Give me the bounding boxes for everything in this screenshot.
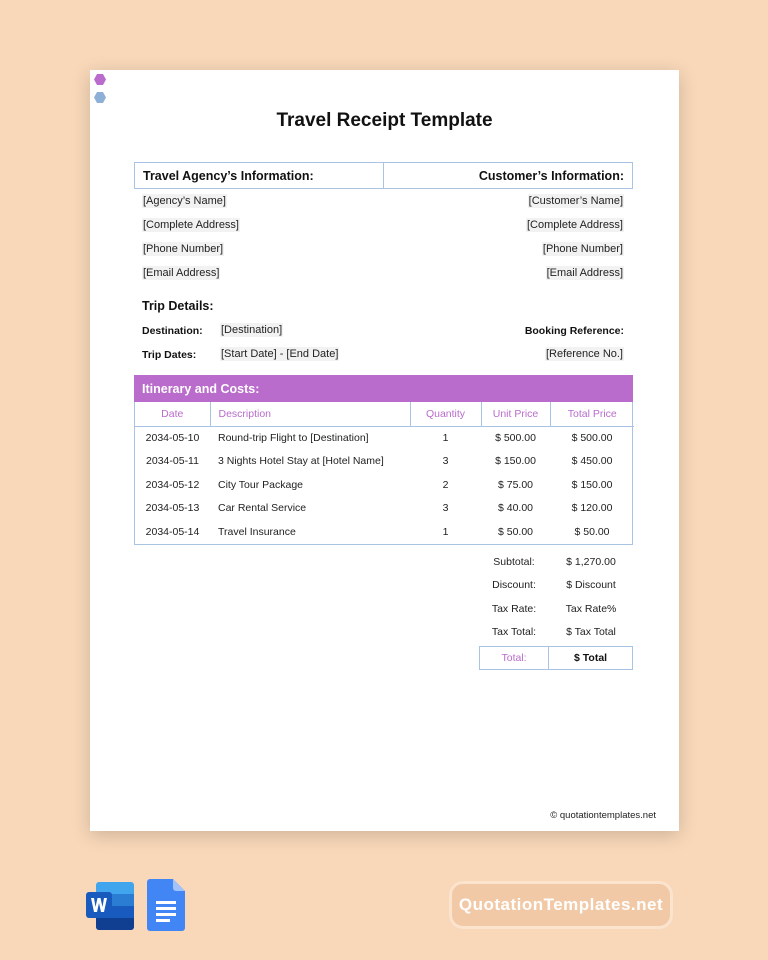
row-quantity: 2 (442, 478, 449, 491)
row-unit-price: $ 50.00 (497, 525, 534, 538)
col-date-header: Date (135, 402, 210, 426)
tax-rate-label: Tax Rate: (491, 602, 537, 615)
total-label: Total: (480, 647, 549, 669)
row-total-price: $ 120.00 (571, 502, 613, 515)
row-description: Travel Insurance (218, 525, 296, 538)
agency-name-field: [Agency’s Name] (143, 195, 226, 207)
destination-label: Destination: (142, 325, 203, 337)
row-date: 2034-05-12 (145, 478, 200, 491)
col-total-price-header: Total Price (550, 402, 634, 426)
discount-value: $ Discount (566, 579, 616, 592)
row-quantity: 1 (442, 432, 449, 444)
destination-value: [Destination] (221, 324, 283, 336)
subtotal-value: $ 1,270.00 (566, 555, 616, 568)
row-total-price: $ 150.00 (571, 478, 613, 491)
tax-total-value: $ Tax Total (566, 626, 616, 639)
subtotal-row (479, 550, 633, 574)
row-total-price: $ 500.00 (571, 432, 613, 444)
table-row (135, 473, 634, 497)
blue-hexagon-decoration (94, 92, 106, 103)
google-docs-icon[interactable] (147, 879, 185, 931)
row-unit-price: $ 500.00 (495, 432, 536, 444)
row-date: 2034-05-11 (146, 455, 199, 468)
col-quantity-header: Quantity (410, 402, 481, 426)
col-description-header: Description (210, 402, 410, 426)
table-row (135, 426, 634, 450)
document-title: Travel Receipt Template (276, 110, 493, 131)
microsoft-word-icon[interactable] (84, 880, 136, 932)
table-header-row (135, 402, 634, 426)
customer-name-field: [Customer’s Name] (528, 195, 623, 207)
row-unit-price: $ 150.00 (495, 455, 536, 468)
discount-label: Discount: (492, 579, 536, 592)
booking-reference-label: Booking Reference: (524, 325, 624, 337)
row-unit-price: $ 75.00 (497, 478, 534, 491)
table-row (135, 520, 634, 544)
row-description: Car Rental Service (218, 502, 307, 515)
tax-rate-row (479, 597, 633, 621)
total-value: $ Total (574, 652, 608, 664)
itinerary-heading: Itinerary and Costs: (134, 375, 633, 402)
row-quantity: 1 (442, 525, 449, 538)
customer-email-field: [Email Address] (546, 267, 623, 279)
row-total-price: $ 450.00 (571, 455, 613, 468)
customer-address-field: [Complete Address] (527, 219, 623, 231)
row-quantity: 3 (442, 455, 449, 468)
row-date: 2034-05-13 (145, 502, 200, 515)
agency-phone-field: [Phone Number] (143, 243, 224, 255)
agency-email-field: [Email Address] (143, 267, 220, 279)
table-row (135, 497, 634, 521)
itinerary-table (135, 402, 634, 544)
trip-dates-label: Trip Dates: (142, 349, 197, 361)
subtotal-label: Subtotal: (493, 555, 535, 568)
col-unit-price-header: Unit Price (481, 402, 550, 426)
customer-info-header: Customer’s Information: (478, 168, 624, 183)
purple-hexagon-decoration (94, 74, 106, 85)
booking-reference-value: [Reference No.] (545, 348, 623, 360)
row-date: 2034-05-10 (145, 432, 200, 444)
agency-address-field: [Complete Address] (143, 219, 239, 231)
totals-summary (479, 550, 633, 670)
itinerary-table-wrap (134, 402, 633, 545)
info-header-box (134, 162, 633, 189)
agency-info-header: Travel Agency’s Information: (135, 163, 384, 188)
trip-dates-value: [Start Date] - [End Date] (221, 348, 339, 360)
grand-total-row (479, 646, 633, 670)
discount-row (479, 574, 633, 598)
tax-total-label: Tax Total: (491, 626, 537, 639)
table-row (135, 450, 634, 474)
trip-details-heading: Trip Details: (142, 299, 214, 313)
row-date: 2034-05-14 (145, 525, 200, 538)
tax-rate-value: Tax Rate% (565, 602, 617, 615)
row-total-price: $ 50.00 (574, 525, 610, 538)
row-quantity: 3 (442, 502, 449, 515)
itinerary-section (134, 375, 633, 545)
customer-phone-field: [Phone Number] (542, 243, 623, 255)
row-unit-price: $ 40.00 (497, 502, 534, 515)
receipt-document (90, 70, 679, 831)
quotationtemplates-brand-badge[interactable]: QuotationTemplates.net (449, 881, 673, 929)
tax-total-row (479, 621, 633, 645)
row-description: 3 Nights Hotel Stay at [Hotel Name] (218, 455, 384, 468)
row-description: Round-trip Flight to [Destination] (218, 432, 369, 444)
copyright-footer: © quotationtemplates.net (550, 810, 656, 821)
row-description: City Tour Package (218, 478, 304, 491)
